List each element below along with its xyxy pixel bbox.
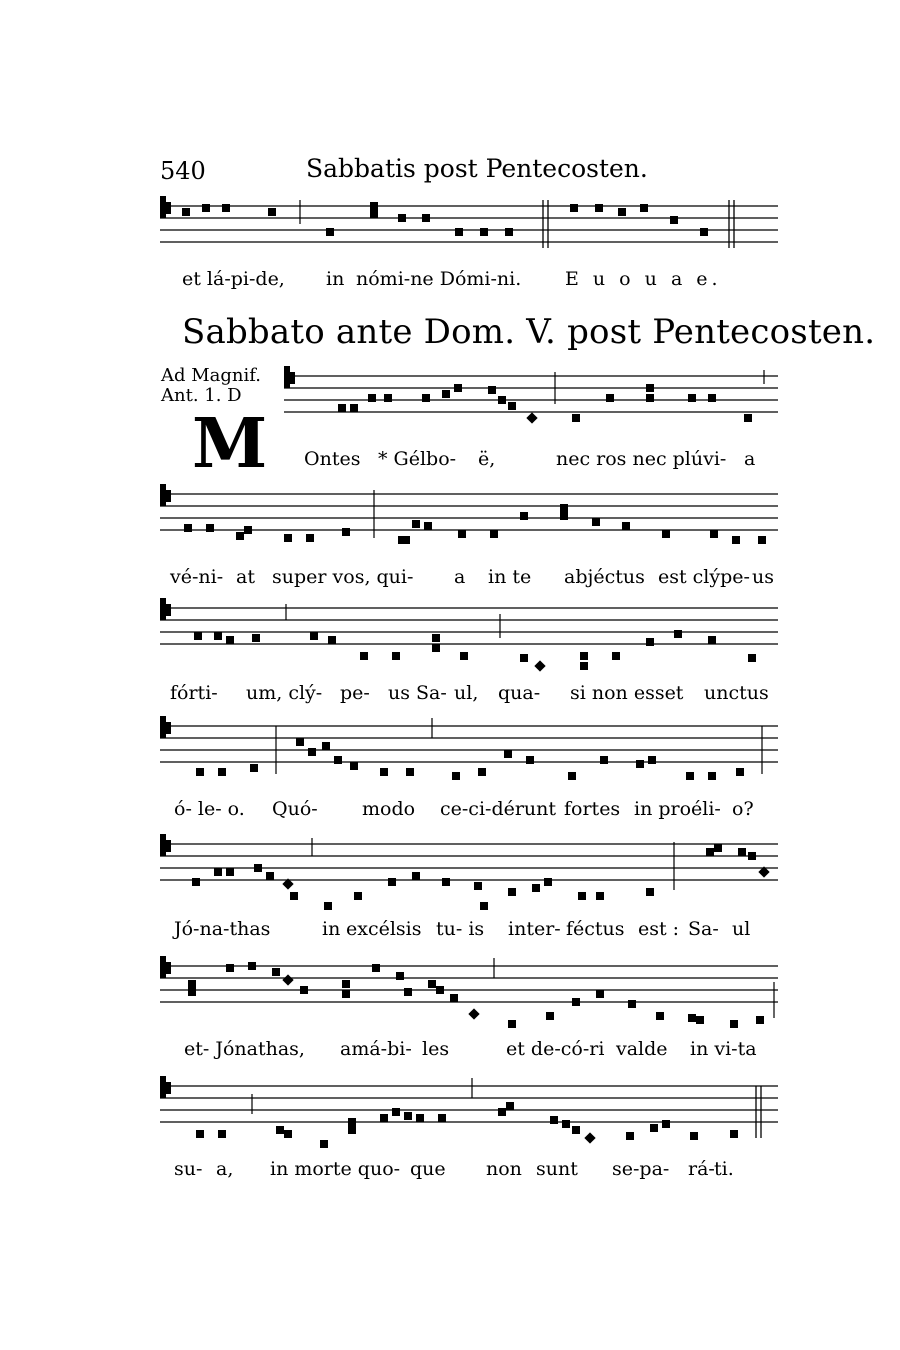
syllable: fórti- — [170, 682, 218, 704]
syllable: non — [486, 1158, 522, 1180]
lyric-line — [160, 918, 778, 944]
syllable: valde — [616, 1038, 668, 1060]
syllable: in proéli- — [634, 798, 721, 820]
syllable: Jó-na-thas — [174, 918, 271, 940]
syllable: in — [326, 268, 345, 290]
syllable: les — [422, 1038, 450, 1060]
syllable: vé-ni- — [170, 566, 224, 588]
staff-lines — [160, 370, 778, 430]
syllable: ë, — [478, 448, 496, 470]
mode-label-line: Ant. 1. D — [161, 385, 242, 406]
lyric-line — [160, 1158, 778, 1184]
syllable: excélsis — [346, 918, 422, 940]
running-title: Sabbatis post Pentecosten. — [306, 154, 648, 183]
syllable: et de-có-ri — [506, 1038, 605, 1060]
section-title: Sabbato ante Dom. V. post Pentecosten. — [182, 312, 876, 352]
syllable: Sa- — [688, 918, 719, 940]
lyric-line — [160, 268, 778, 294]
mode-label-line: Ad Magnif. — [161, 365, 262, 386]
syllable: su- — [174, 1158, 203, 1180]
syllable: inter- — [508, 918, 561, 940]
syllable: ó- le- o. — [174, 798, 245, 820]
chant-staff — [160, 604, 778, 652]
syllable: nec ros nec plúvi- — [556, 448, 727, 470]
syllable: um, clý- — [246, 682, 323, 704]
staff-lines — [160, 722, 778, 782]
syllable: at — [236, 566, 255, 588]
syllable: unctus — [704, 682, 769, 704]
syllable: E u o u a e. — [565, 268, 722, 290]
syllable: super vos, qui- — [272, 566, 414, 588]
syllable: modo — [362, 798, 416, 820]
lyric-line — [160, 566, 778, 592]
syllable: si non esset — [570, 682, 684, 704]
staff-lines — [160, 490, 778, 550]
syllable: ul, — [454, 682, 479, 704]
syllable: que — [410, 1158, 446, 1180]
syllable: us — [752, 566, 774, 588]
initial-capital: M — [192, 404, 268, 484]
lyric-line — [160, 1038, 778, 1064]
syllable: est clýpe- — [658, 566, 750, 588]
syllable: féctus — [566, 918, 625, 940]
syllable: in vi-ta — [690, 1038, 757, 1060]
lyric-line — [160, 682, 778, 708]
syllable: ce-ci-dérunt — [440, 798, 557, 820]
syllable: fortes — [564, 798, 621, 820]
chant-staff — [160, 956, 778, 1004]
syllable: rá- — [688, 1158, 715, 1180]
chant-staff — [160, 838, 778, 886]
staff-lines — [160, 194, 778, 254]
chant-staff — [160, 194, 778, 242]
syllable: et- Jónathas, — [184, 1038, 305, 1060]
lyric-line — [160, 448, 778, 474]
syllable: a, — [216, 1158, 234, 1180]
syllable: tu- is — [436, 918, 485, 940]
syllable: amá-bi- — [340, 1038, 412, 1060]
staff-lines — [160, 956, 778, 1016]
syllable: et lá-pi-de, — [182, 268, 285, 290]
chant-staff — [160, 370, 778, 418]
syllable: se-pa- — [612, 1158, 670, 1180]
chant-staff — [160, 490, 778, 538]
syllable: in — [322, 918, 341, 940]
syllable: nómi-ne Dómi-ni. — [356, 268, 522, 290]
syllable: abjéctus — [564, 566, 645, 588]
syllable: a — [744, 448, 756, 470]
syllable: qua- — [498, 682, 541, 704]
syllable: us Sa- — [388, 682, 447, 704]
lyric-line — [160, 798, 778, 824]
syllable: sunt — [536, 1158, 578, 1180]
syllable: Quó- — [272, 798, 318, 820]
chant-staff — [160, 722, 778, 770]
staff-lines — [160, 604, 778, 664]
syllable: a — [454, 566, 466, 588]
staff-lines — [160, 838, 778, 898]
syllable: * Gélbo- — [378, 448, 457, 470]
syllable: in morte quo- — [270, 1158, 401, 1180]
syllable: est : — [638, 918, 680, 940]
syllable: o? — [732, 798, 754, 820]
page-number: 540 — [160, 157, 206, 185]
syllable: pe- — [340, 682, 370, 704]
staff-lines — [160, 1076, 778, 1136]
syllable: in te — [488, 566, 532, 588]
chant-staff — [160, 1076, 778, 1124]
syllable: ti. — [714, 1158, 734, 1180]
syllable: ul — [732, 918, 751, 940]
syllable: Ontes — [304, 448, 361, 470]
